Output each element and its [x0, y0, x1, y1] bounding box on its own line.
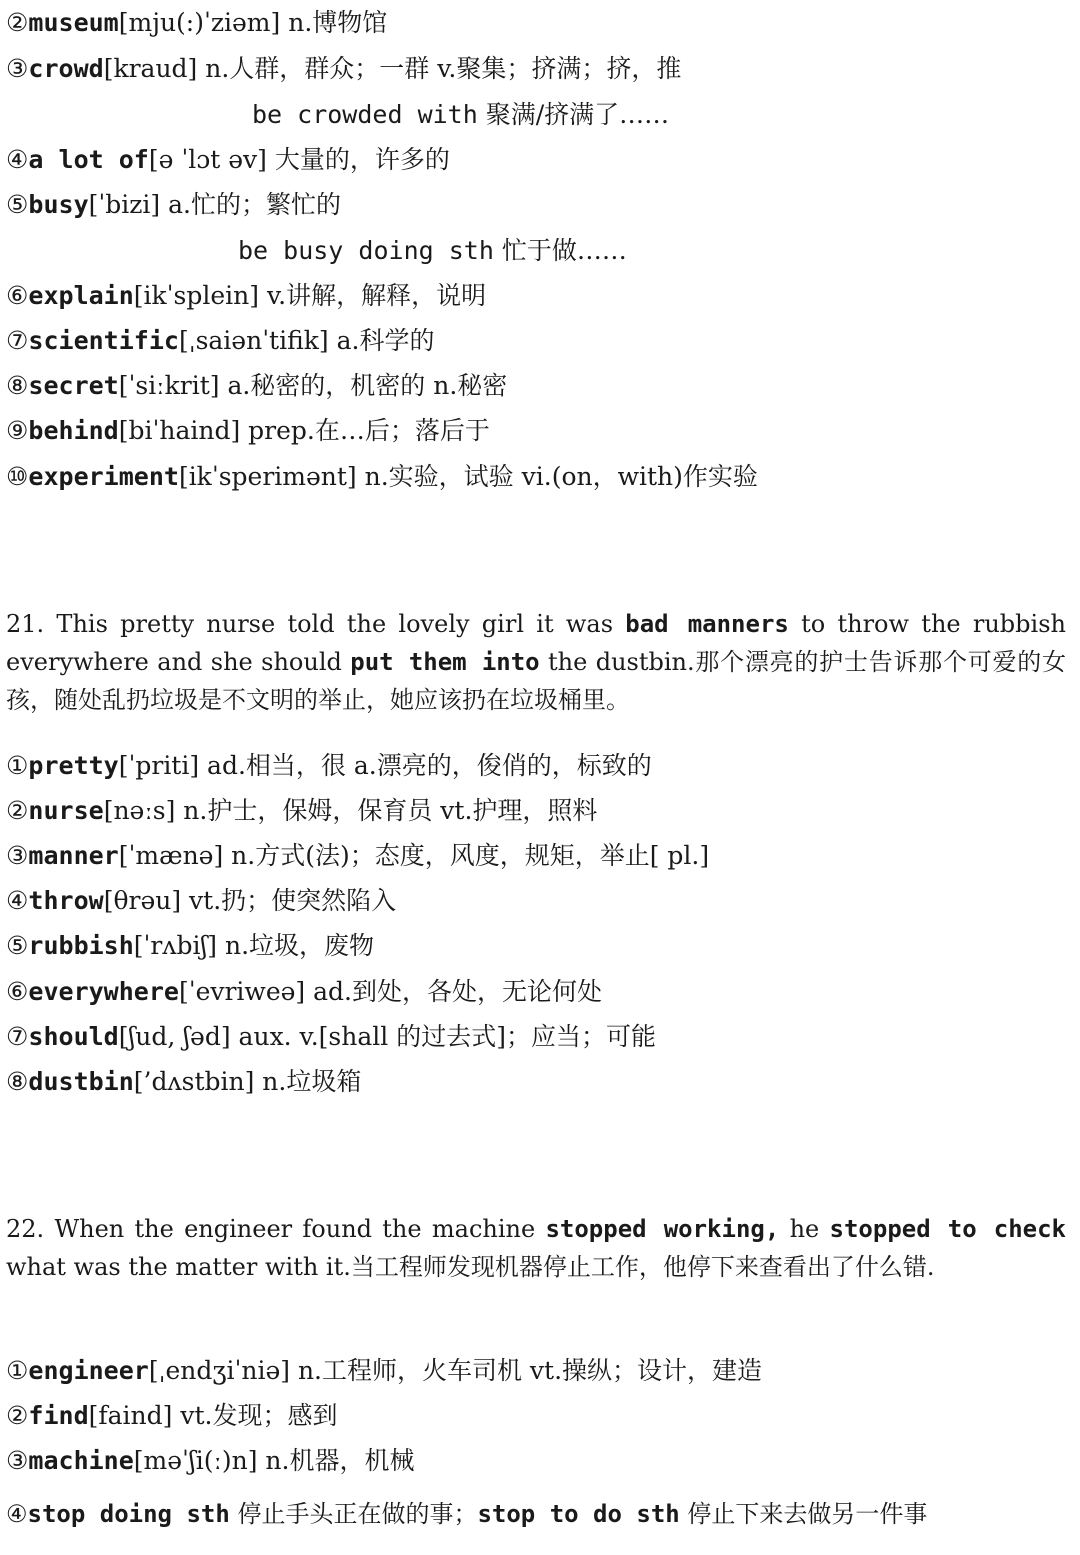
entry-number: ③	[6, 1446, 29, 1475]
entry-word: engineer	[28, 1356, 149, 1385]
entry-word: find	[28, 1401, 89, 1430]
entry-number: ⑦	[6, 1022, 29, 1051]
vocab-entry-experiment	[6, 460, 758, 494]
entry-number: ⑤	[6, 190, 29, 219]
entry-definition: [biˈhaind] prep.在…后；落后于	[118, 416, 490, 445]
entry-word: dustbin	[28, 1067, 134, 1096]
entry-definition: [’dʌstbin] n.垃圾箱	[133, 1067, 362, 1096]
entry-number: ③	[6, 54, 29, 83]
phrase-be-busy-doing	[238, 234, 627, 268]
vocab-entry-museum	[6, 6, 387, 40]
vocab-entry-machine	[6, 1444, 414, 1478]
entry-definition: [θrəu] vt.扔；使突然陷入	[103, 886, 397, 915]
entry-number: ⑤	[6, 931, 29, 960]
entry-number: ②	[6, 1401, 29, 1430]
entry-word: crowd	[28, 54, 104, 83]
phrase-text: be crowded with	[252, 100, 478, 129]
vocab-entry-find	[6, 1399, 337, 1433]
entry-definition: [mju(:)ˈziəm] n.博物馆	[118, 8, 388, 37]
vocab-entry-engineer	[6, 1354, 762, 1388]
sentence-keyword: stopped working,	[545, 1215, 780, 1243]
sentence-text: 21. This pretty nurse told the lovely girl it was	[6, 610, 626, 638]
entry-number: ⑨	[6, 416, 29, 445]
entry-word: everywhere	[28, 977, 179, 1006]
entry-definition: [məˈʃi(ː)n] n.机器，机械	[133, 1446, 415, 1475]
entry-word: museum	[28, 8, 119, 37]
entry-word: a lot of	[28, 145, 149, 174]
vocab-entry-manner	[6, 839, 709, 873]
vocab-entry-nurse	[6, 794, 597, 828]
sentence-text: the dustbin.那个漂亮的护士告诉那个可爱的女孩，随处乱扔垃圾是不文明的举止，她应该扔在垃圾桶里。	[6, 648, 1067, 714]
entry-number: ①	[6, 751, 29, 780]
sentence-22	[6, 1210, 1066, 1286]
entry-number: ⑧	[6, 1067, 29, 1096]
vocab-entry-rubbish	[6, 929, 374, 963]
entry-word: manner	[28, 841, 119, 870]
entry-definition: [ˌsaiənˈtifik] a.科学的	[178, 326, 435, 355]
phrase-meaning: 停止下来去做另一件事	[679, 1500, 928, 1528]
entry-definition: [ikˈsperimənt] n.实验，试验 vi.(on，with)作实验	[178, 462, 758, 491]
sentence-text: he	[779, 1215, 830, 1243]
entry-definition: [ʃud, ʃəd] aux. v.[shall 的过去式]；应当；可能	[118, 1022, 656, 1051]
vocab-entry-scientific	[6, 324, 434, 358]
vocab-entry-a-lot-of	[6, 143, 450, 177]
entry-definition: [ˈevriweə] ad.到处，各处，无论何处	[178, 977, 602, 1006]
phrase-text: be busy doing sth	[238, 236, 494, 265]
entry-word: busy	[28, 190, 89, 219]
entry-definition: [nəːs] n.护士，保姆，保育员 vt.护理，照料	[103, 796, 598, 825]
vocab-entry-throw	[6, 884, 396, 918]
sentence-keyword: put them into	[350, 648, 540, 676]
entry-number: ⑥	[6, 977, 29, 1006]
vocab-entry-crowd	[6, 52, 681, 86]
sentence-keyword: stopped to check	[829, 1215, 1066, 1243]
entry-number: ④	[6, 886, 29, 915]
entry-word: scientific	[28, 326, 179, 355]
entry-word: behind	[28, 416, 119, 445]
entry-word: explain	[28, 281, 134, 310]
entry-definition: [ˈbizi] a.忙的；繁忙的	[88, 190, 341, 219]
entry-word: nurse	[28, 796, 104, 825]
entry-number: ⑥	[6, 281, 29, 310]
vocab-entry-busy	[6, 188, 341, 222]
phrase-be-crowded-with	[252, 98, 669, 132]
entry-number: ③	[6, 841, 29, 870]
entry-definition: [ə ˈlɔt əv] 大量的，许多的	[148, 145, 450, 174]
phrase-stop-doing: stop doing sth	[27, 1500, 230, 1528]
vocab-entry-should	[6, 1020, 656, 1054]
entry-definition: [ˌendʒiˈniə] n.工程师，火车司机 vt.操纵；设计，建造	[148, 1356, 763, 1385]
entry-number: ④	[6, 145, 29, 174]
phrase-stop-to-do: stop to do sth	[477, 1500, 680, 1528]
entry-word: machine	[28, 1446, 134, 1475]
vocab-entry-pretty	[6, 749, 652, 783]
entry-number: ⑧	[6, 371, 29, 400]
sentence-text: to throw the rubbish everywhere and she should	[6, 610, 1066, 676]
phrase-meaning: 停止手头正在做的事；	[229, 1500, 478, 1528]
sentence-keyword: bad manners	[625, 610, 789, 638]
entry-number: ⑦	[6, 326, 29, 355]
entry-number: ②	[6, 8, 29, 37]
vocab-entry-secret	[6, 369, 507, 403]
phrase-meaning: 忙于做……	[493, 236, 627, 265]
entry-number: ⑩	[6, 462, 29, 491]
sentence-21	[6, 605, 1066, 719]
entry-word: rubbish	[28, 931, 134, 960]
phrase-meaning: 聚满/挤满了……	[477, 100, 670, 129]
entry-number: ④	[6, 1500, 28, 1528]
entry-definition: [kraud] n.人群，群众；一群 v.聚集；挤满；挤，推	[103, 54, 682, 83]
vocab-entry-behind	[6, 414, 490, 448]
sentence-text: 22. When the engineer found the machine	[6, 1215, 546, 1243]
entry-definition: [ˈrʌbiʃ] n.垃圾，废物	[133, 931, 375, 960]
entry-definition: [ˈpriti] ad.相当，很 a.漂亮的，俊俏的，标致的	[118, 751, 652, 780]
vocab-entry-everywhere	[6, 975, 602, 1009]
vocab-entry-explain	[6, 279, 486, 313]
entry-word: experiment	[28, 462, 179, 491]
entry-definition: [ikˈsplein] v.讲解，解释，说明	[133, 281, 487, 310]
entry-word: secret	[28, 371, 119, 400]
entry-number: ②	[6, 796, 29, 825]
entry-definition: [ˈmænə] n.方式(法)；态度，风度，规矩，举止[ pl.]	[118, 841, 710, 870]
entry-word: should	[28, 1022, 119, 1051]
entry-definition: [faind] vt.发现；感到	[88, 1401, 338, 1430]
entry-word: pretty	[28, 751, 119, 780]
entry-number: ①	[6, 1356, 29, 1385]
entry-word: throw	[28, 886, 104, 915]
vocab-entry-stop	[6, 1497, 927, 1531]
entry-definition: [ˈsiːkrit] a.秘密的，机密的 n.秘密	[118, 371, 508, 400]
sentence-text: what was the matter with it.当工程师发现机器停止工作，他停下来查看出了什么错.	[6, 1253, 935, 1281]
vocab-entry-dustbin	[6, 1065, 361, 1099]
